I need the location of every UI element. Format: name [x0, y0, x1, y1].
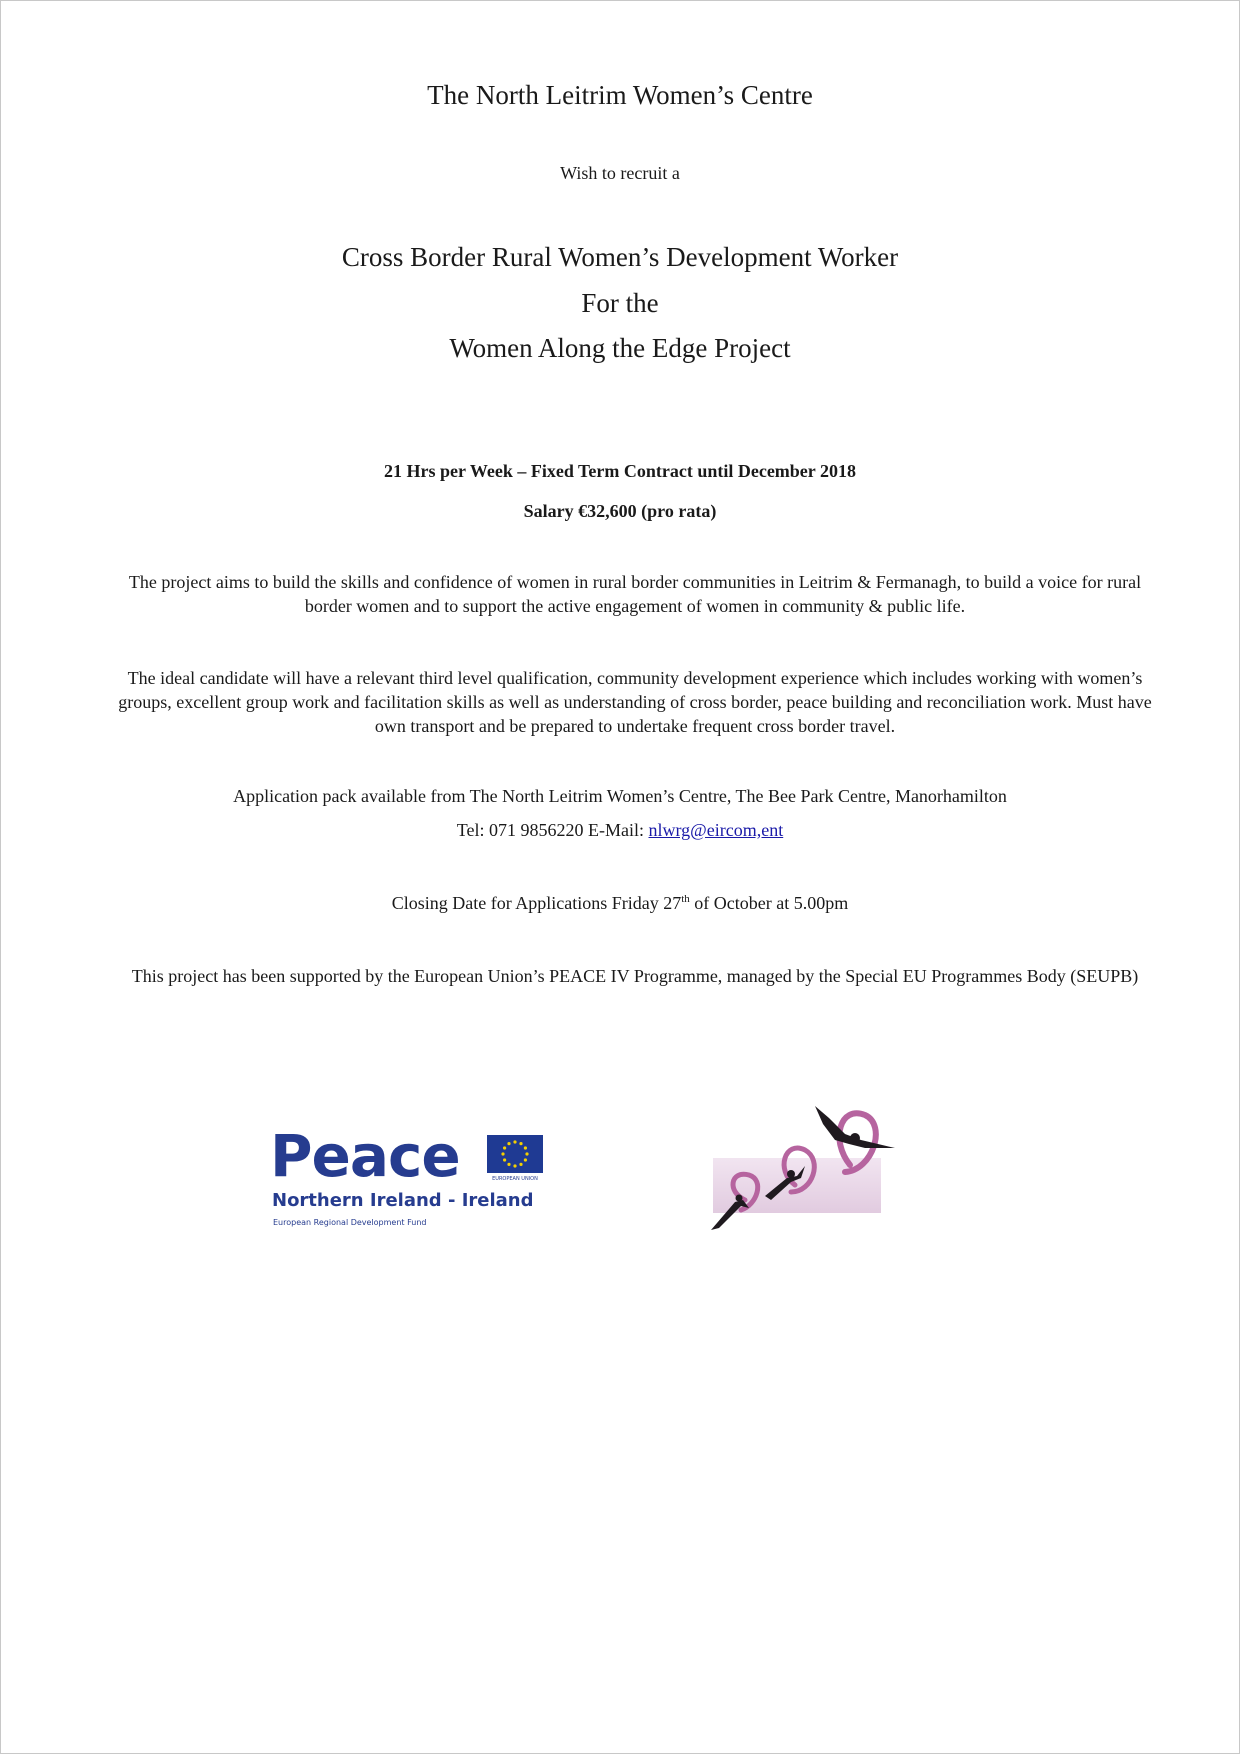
contact-line [0, 820, 1240, 841]
project-aims-paragraph: The project aims to build the skills and confidence of women in rural border communities in Leitrim & Fermanagh, to build a voice for rural border women and to support the active engagement of women in community & public life. [128, 572, 1142, 616]
email-link[interactable]: nlwrg@eircom,ent [648, 820, 784, 840]
peace-logo-fund: European Regional Development Fund [273, 1218, 427, 1227]
dancing-women-icon [705, 1100, 905, 1235]
telephone-label: Tel: 071 9856220 E-Mail: [456, 820, 649, 840]
peace-logo-region: Northern Ireland - Ireland [272, 1190, 534, 1211]
organisation-title: The North Leitrim Women’s Centre [427, 80, 813, 110]
candidate-requirements-paragraph: The ideal candidate will have a relevant third level qualification, community development experience which includes working with women’s groups, excellent group work and facilitation skills as well as understanding of cross border, peace building and reconciliation work. Must have own transport and be prepared to undertake frequent cross border travel. [118, 668, 1152, 736]
intro-text: Wish to recruit a [560, 163, 680, 183]
funding-statement: This project has been supported by the European Union’s PEACE IV Programme, managed by the Special EU Programmes Body (SEUPB) [131, 966, 1139, 986]
job-title: Cross Border Rural Women’s Development Worker [341, 242, 899, 272]
contract-terms: 21 Hrs per Week – Fixed Term Contract until December 2018 [384, 461, 856, 481]
peace-logo-wordmark: Peace [270, 1122, 460, 1190]
job-title-connector: For the [581, 288, 659, 318]
womens-centre-logo [705, 1100, 905, 1235]
eu-flag-icon [487, 1135, 543, 1173]
application-pack-info: Application pack available from The North Leitrim Women’s Centre, The Bee Park Centre, Manorhamilton [233, 786, 1007, 806]
closing-date-time: of October at 5.00pm [689, 893, 849, 913]
ordinal-suffix: th [681, 893, 690, 905]
eu-label: EUROPEAN UNION [492, 1176, 538, 1182]
eu-stars-icon [487, 1135, 543, 1173]
project-name: Women Along the Edge Project [449, 333, 791, 363]
closing-date-text: Closing Date for Applications Friday 27 [391, 893, 682, 913]
closing-date [0, 893, 1240, 914]
salary: Salary €32,600 (pro rata) [523, 501, 717, 521]
peace-programme-logo [270, 1122, 560, 1230]
